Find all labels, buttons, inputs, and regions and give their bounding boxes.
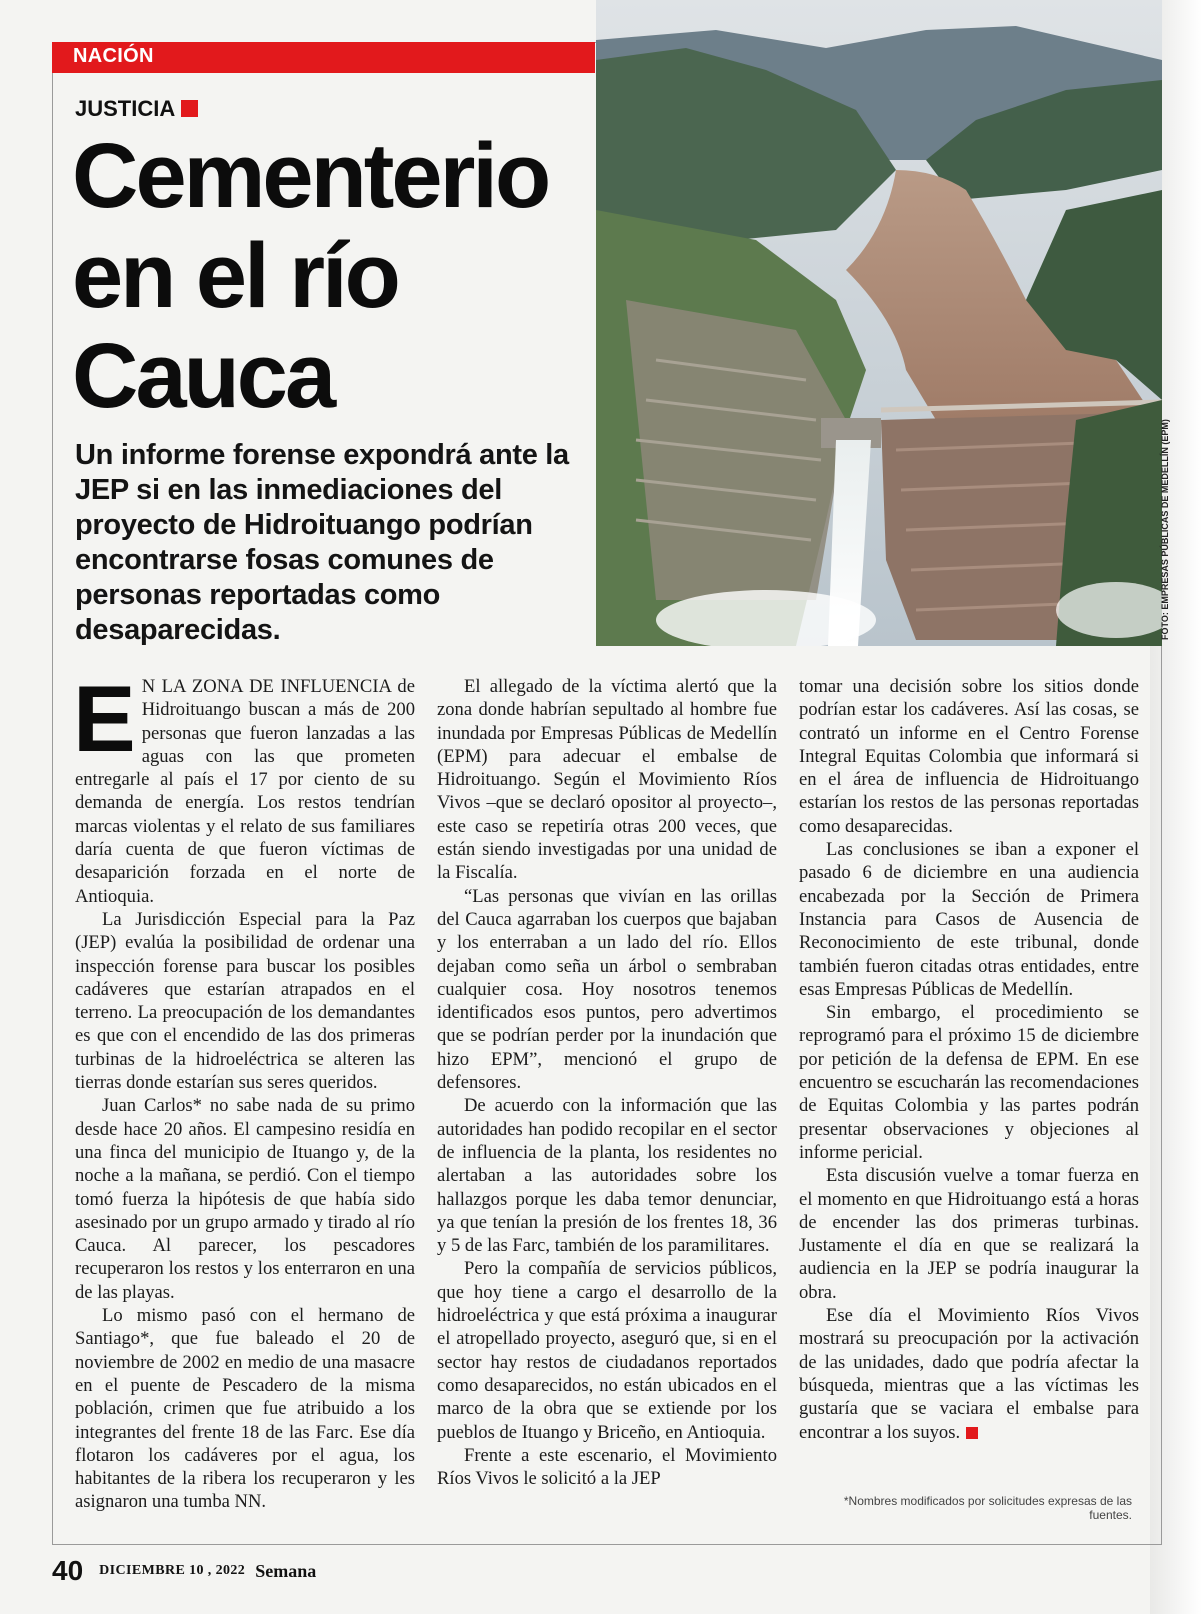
dam-reservoir-photo [596,0,1162,646]
end-mark-icon [966,1427,978,1439]
page-footer [52,1555,316,1587]
paragraph: Esta discusión vuelve a tomar fuerza en el momento en que Hidroituango está a horas de encender las dos primeras turbinas. Justamente el día en que se realizará la audiencia en la JEP se podría inaugurar la obra. [799,1165,1139,1303]
paragraph: Juan Carlos* no sabe nada de su primo desde hace 20 años. El campesino residía en una finca del municipio de Ituango y, de la noche a la mañana, se perdió. Con el tiempo tomó fuerza la hipótesis de que había sido asesinado por un grupo armado y tirado al río Cauca. Al parecer, los pescadores recuperaron los restos y los enterraron en una de las playas. [75,1095,415,1303]
paragraph: Frente a este escenario, el Movimiento Ríos Vivos le solicitó a la JEP [437,1444,777,1490]
section-bar [52,42,595,73]
kicker [75,96,198,122]
paragraph: La Jurisdicción Especial para la Paz (JEP) evalúa la posibilidad de ordenar una inspección forense para buscar los posibles cadáveres que estarían atrapados en el terreno. La preocupación de los demandantes es que con el encendido de las dos primeras turbinas de la hidroeléctrica se alteren las tierras donde estarían sus seres queridos. [75,908,415,1094]
paragraph: Pero la compañía de servicios públicos, que hoy tiene a cargo el desarrollo de la hidroeléctrica y que está próxima a inaugurar el atropellado proyecto, aseguró que, si en el sector hay restos de ciudadanos reportados como desaparecidos, no están ubicados en el marco de la obra que se extiende por los pueblos de Ituango y Briceño, en Antioquia. [437,1258,777,1443]
page-number: 40 [52,1555,84,1586]
photo-credit: FOTO: EMPRESAS PÚBLICAS DE MEDELLÍN (EPM) [1160,419,1170,640]
article-column-3 [799,675,1139,1444]
magazine-name: Semana [255,1560,317,1581]
paragraph: “Las personas que vivían en las orillas del Cauca agarraban los cuerpos que bajaban y los enterraban a un lado del río. Ellos dejaban como seña un árbol o sembraban cualquier cosa. Hoy nosotros tenemos identificados esos puntos, pero advertimos que se podrían perder por la inundación que hizo EPM”, mencionó el grupo de defensores. [437,885,777,1094]
paragraph: Lo mismo pasó con el hermano de Santiago*, que fue baleado el 20 de noviembre de 2002 en medio de una masacre en el puente de Pescadero de la misma población, crimen que fue atribuido a los integrantes del frente 18 de las Farc. Ese día flotaron los cadáveres por el agua, los habitantes de la ribera los recuperaron y les asignaron una tumba NN. [75,1305,415,1513]
paragraph: El allegado de la víctima alertó que la zona donde habrían sepultado al hombre fue inundada por Empresas Públicas de Medellín (EPM) para adecuar el embalse de Hidroituango. Según el Movimiento Ríos Vivos –que se declaró opositor al proyecto–, este caso se repetiría otras 200 veces, que están siendo investigadas por una unidad de la Fiscalía. [437,676,777,884]
issue-date: DICIEMBRE 10 , 2022 [99,1563,246,1578]
paragraph: Sin embargo, el procedimiento se reprogramó para el próximo 15 de diciembre por petición de la defensa de EPM. En ese encuentro se escucharán las recomendaciones de Equitas Colombia y las partes podrán presentar observaciones y objeciones al informe pericial. [799,1002,1139,1163]
paragraph: De acuerdo con la información que las autoridades han podido recopilar en el sector de influencia de la planta, los residentes no alertaban a las autoridades sobre los hallazgos porque les daba temor denunciar, ya que tenían la presión de los frentes 18, 36 y 5 de las Farc, también de los paramilitares. [437,1095,777,1257]
section-label: NACIÓN [73,45,154,67]
drop-cap: E [73,666,136,771]
paragraph: Ese día el Movimiento Ríos Vivos mostrará su preocupación por la activación de las unidades, dado que podría afectar la búsqueda, mientras que a las víctimas les gustaría que se vaciara el embalse para encontrar a los suyos. [799,1305,1139,1443]
deck: Un informe forense expondrá ante la JEP si en las inmediaciones del proyecto de Hidroituango podrían encontrarse fosas comunes de personas reportadas como desaparecidas. [75,439,569,646]
kicker-label: JUSTICIA [75,96,176,121]
paragraph: E N LA ZONA DE INFLUENCIA de Hidroituango buscan a más de 200 personas que fueron lanzadas a las aguas con las que prometen entregarle al país el 17 por ciento de su demanda de energía. Los restos tendrían marcas violentas y el relato de sus familiares daría cuenta de que fueron víctimas de desaparición forzada en el norte de Antioquia. [73,666,415,907]
dam-illustration [596,0,1162,646]
red-square-icon [181,100,198,117]
footnote: *Nombres modificados por solicitudes expresas de las fuentes. [843,1494,1132,1522]
article-column-1 [73,666,415,1514]
paragraph: Las conclusiones se iban a exponer el pasado 6 de diciembre en una audiencia encabezada por la Sección de Primera Instancia para Casos de Ausencia de Reconocimiento de este tribunal, donde también fueron citadas otras entidades, entre esas Empresas Públicas de Medellín. [799,839,1139,1000]
article-column-2 [437,675,777,1490]
paragraph: tomar una decisión sobre los sitios donde podrían estar los cadáveres. Así las cosas, se contrató un informe en el Centro Forense Integral Equitas Colombia que informará si en el área de influencia de Hidroituango estarían los restos de las personas reportadas como desaparecidas. [799,676,1139,837]
headline: Cementerio en el río Cauca [72,125,549,427]
